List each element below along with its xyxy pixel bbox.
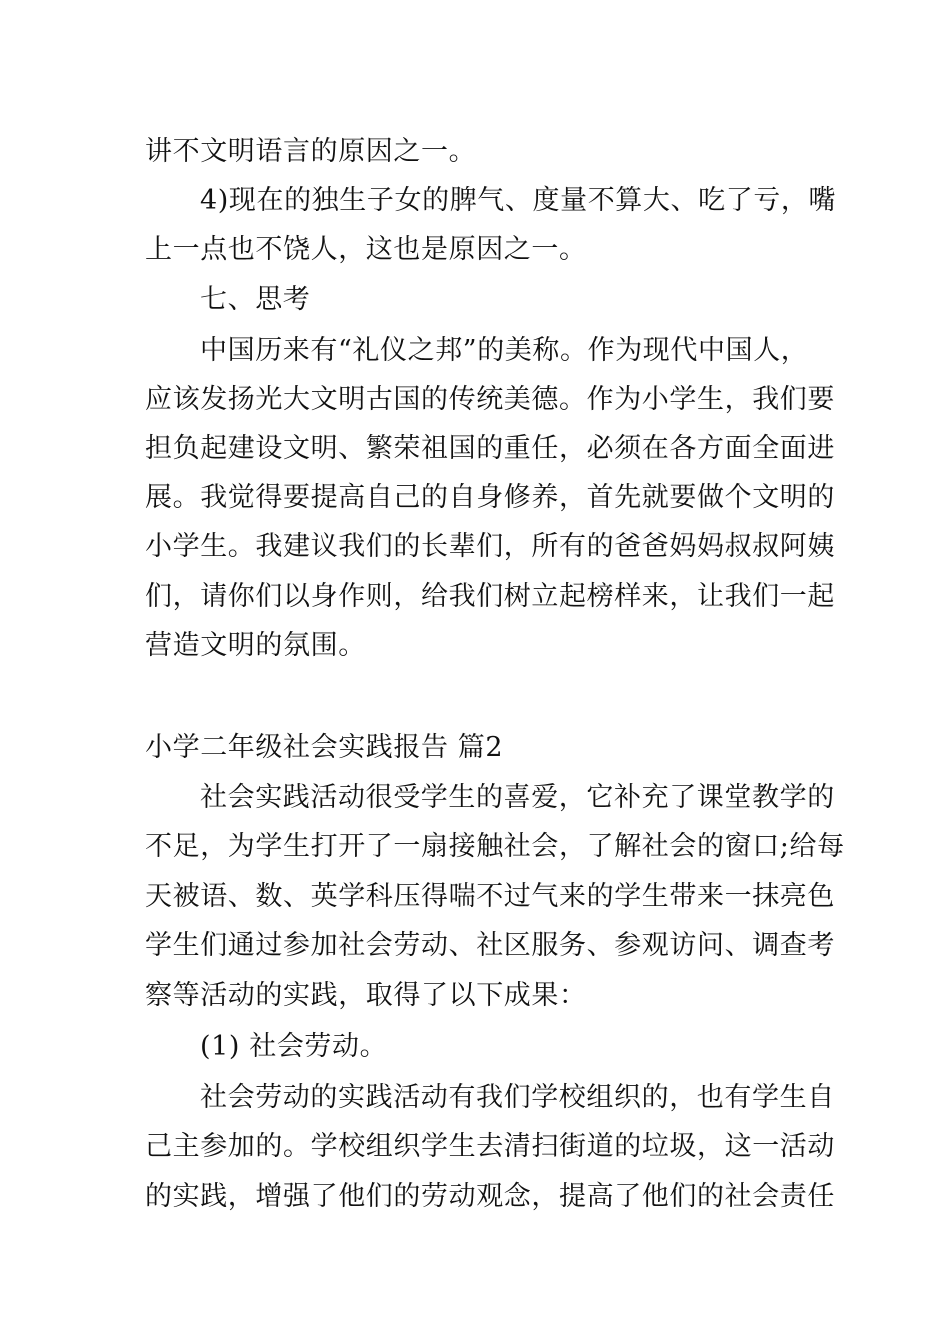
text-line: 小学生。我建议我们的长辈们，所有的爸爸妈妈叔叔阿姨: [145, 531, 835, 562]
text-line: 不足，为学生打开了一扇接触社会，了解社会的窗口;给每: [145, 831, 845, 862]
text-line: 们，请你们以身作则，给我们树立起榜样来，让我们一起: [145, 581, 835, 612]
text-line: 展。我觉得要提高自己的自身修养，首先就要做个文明的: [145, 482, 835, 513]
text-line: 天被语、数、英学科压得喘不过气来的学生带来一抹亮色: [145, 881, 835, 912]
text-line: 讲不文明语言的原因之一。: [145, 136, 477, 167]
text-line: 学生们通过参加社会劳动、社区服务、参观访问、调查考: [145, 930, 835, 961]
document-title: 小学二年级社会实践报告 篇2: [145, 732, 504, 763]
text-line: 察等活动的实践，取得了以下成果：: [145, 980, 587, 1011]
sub-heading: (1) 社会劳动。: [200, 1031, 388, 1062]
section-heading: 七、思考: [200, 284, 311, 315]
text-line: 营造文明的氛围。: [145, 630, 366, 661]
text-line: 应该发扬光大文明古国的传统美德。作为小学生，我们要: [145, 384, 835, 415]
text-line: 己主参加的。学校组织学生去清扫街道的垃圾，这一活动: [145, 1131, 835, 1162]
text-line: 社会劳动的实践活动有我们学校组织的，也有学生自: [200, 1082, 835, 1113]
text-line: 上一点也不饶人，这也是原因之一。: [145, 234, 587, 265]
text-line: 社会实践活动很受学生的喜爱，它补充了课堂教学的: [200, 782, 835, 813]
text-line: 担负起建设文明、繁荣祖国的重任，必须在各方面全面进: [145, 433, 835, 464]
text-line: 4)现在的独生子女的脾气、度量不算大、吃了亏，嘴: [200, 185, 837, 216]
text-line: 中国历来有“礼仪之邦”的美称。作为现代中国人，: [200, 335, 809, 366]
text-line: 的实践，增强了他们的劳动观念，提高了他们的社会责任: [145, 1181, 835, 1212]
